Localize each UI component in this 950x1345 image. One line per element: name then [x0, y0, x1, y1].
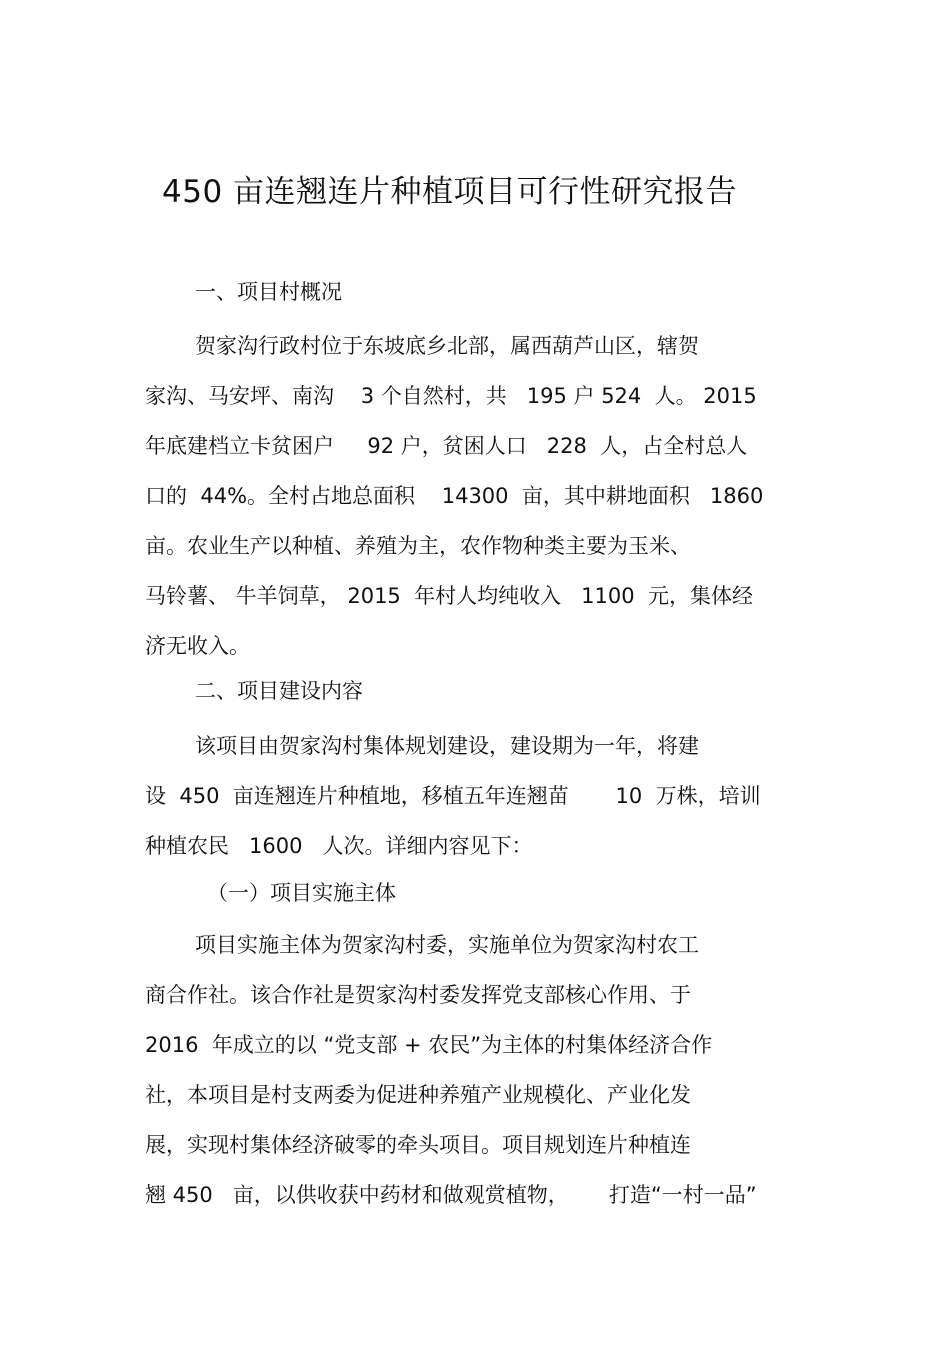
paragraph-line: 社，本项目是村支两委为促进种养殖产业规模化、产业化发	[145, 1083, 691, 1107]
subsection-heading-implementing-body: （一）项目实施主体	[207, 881, 396, 905]
paragraph-line: 商合作社。该合作社是贺家沟村委发挥党支部核心作用、于	[145, 983, 691, 1007]
paragraph-line: 亩。农业生产以种植、养殖为主，农作物种类主要为玉米、	[145, 534, 691, 558]
paragraph-line: 贺家沟行政村位于东坡底乡北部，属西葫芦山区，辖贺	[195, 334, 699, 358]
section-heading-construction-content: 二、项目建设内容	[195, 679, 363, 703]
paragraph-line: 年底建档立卡贫困户 92 户，贫困人口 228 人，占全村总人	[145, 434, 748, 458]
paragraph-line: 翘 450 亩，以供收获中药材和做观赏植物， 打造“一村一品”	[145, 1183, 757, 1207]
paragraph-line: 济无收入。	[145, 634, 250, 658]
paragraph-line: 设 450 亩连翘连片种植地，移植五年连翘苗 10 万株，培训	[145, 784, 761, 808]
paragraph-line: 种植农民 1600 人次。详细内容见下：	[145, 834, 533, 858]
paragraph-line: 项目实施主体为贺家沟村委，实施单位为贺家沟村农工	[195, 933, 699, 957]
paragraph-line: 2016 年成立的以 “党支部 + 农民”为主体的村集体经济合作	[145, 1033, 713, 1057]
section-heading-village-overview: 一、项目村概况	[195, 280, 342, 304]
paragraph-line: 展，实现村集体经济破零的牵头项目。项目规划连片种植连	[145, 1133, 691, 1157]
paragraph-line: 家沟、马安坪、南沟 3 个自然村，共 195 户 524 人。 2015	[145, 384, 757, 408]
paragraph-line: 该项目由贺家沟村集体规划建设，建设期为一年，将建	[195, 734, 699, 758]
paragraph-line: 马铃薯、 牛羊饲草， 2015 年村人均纯收入 1100 元，集体经	[145, 584, 753, 608]
paragraph-line: 口的 44%。全村占地总面积 14300 亩，其中耕地面积 1860	[145, 484, 764, 508]
document-title: 450 亩连翘连片种植项目可行性研究报告	[162, 174, 738, 210]
